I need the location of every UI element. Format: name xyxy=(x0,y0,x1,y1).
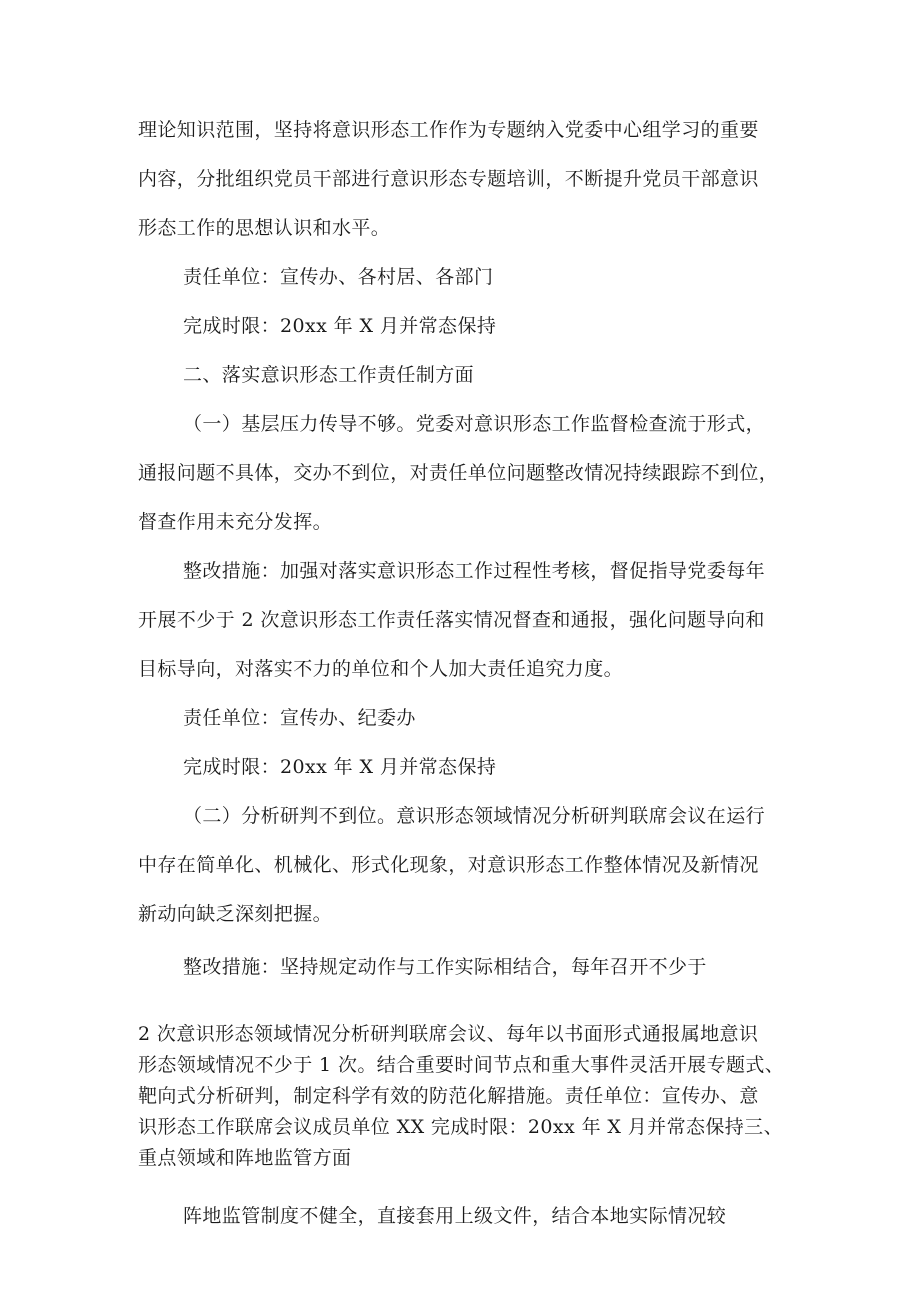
paragraph-line: （一）基层压力传导不够。党委对意识形态工作监督检查流于形式， xyxy=(183,413,766,435)
responsible-unit-line: 责任单位：宣传办、纪委办 xyxy=(183,707,416,729)
paragraph-line: 阵地监管制度不健全，直接套用上级文件，结合本地实际情况较 xyxy=(183,1205,727,1227)
paragraph-line: 新动向缺乏深刻把握。 xyxy=(138,903,333,925)
paragraph-line: 识形态工作联席会议成员单位 XX 完成时限：20xx 年 X 月并常态保持三、 xyxy=(138,1116,783,1138)
paragraph-line: 开展不少于 2 次意识形态工作责任落实情况督查和通报，强化问题导向和 xyxy=(138,609,765,631)
paragraph-line: 形态领域情况不少于 1 次。结合重要时间节点和重大事件灵活开展专题式、 xyxy=(138,1054,785,1076)
paragraph-line: 整改措施：坚持规定动作与工作实际相结合，每年召开不少于 xyxy=(183,956,707,978)
paragraph-line: 中存在简单化、机械化、形式化现象，对意识形态工作整体情况及新情况 xyxy=(138,854,759,876)
section-heading: 二、落实意识形态工作责任制方面 xyxy=(183,364,475,386)
deadline-line: 完成时限：20xx 年 X 月并常态保持 xyxy=(183,756,497,778)
paragraph-line: 靶向式分析研判，制定科学有效的防范化解措施。责任单位：宣传办、意 xyxy=(138,1085,759,1107)
paragraph-line: （二）分析研判不到位。意识形态领域情况分析研判联席会议在运行 xyxy=(183,805,766,827)
paragraph-line: 目标导向，对落实不力的单位和个人加大责任追究力度。 xyxy=(138,658,624,680)
paragraph-line: 内容，分批组织党员干部进行意识形态专题培训，不断提升党员干部意识 xyxy=(138,168,759,190)
paragraph-line: 督查作用未充分发挥。 xyxy=(138,511,333,533)
responsible-unit-line: 责任单位：宣传办、各村居、各部门 xyxy=(183,266,494,288)
paragraph-line: 形态工作的思想认识和水平。 xyxy=(138,217,391,239)
paragraph-line: 整改措施：加强对落实意识形态工作过程性考核，督促指导党委每年 xyxy=(183,560,766,582)
paragraph-line: 理论知识范围，坚持将意识形态工作作为专题纳入党委中心组学习的重要 xyxy=(138,119,759,141)
deadline-line: 完成时限：20xx 年 X 月并常态保持 xyxy=(183,315,497,337)
paragraph-line: 2 次意识形态领域情况分析研判联席会议、每年以书面形式通报属地意识 xyxy=(138,1023,759,1045)
paragraph-line: 通报问题不具体，交办不到位，对责任单位问题整改情况持续跟踪不到位， xyxy=(138,462,779,484)
paragraph-line: 重点领域和阵地监管方面 xyxy=(138,1147,352,1169)
